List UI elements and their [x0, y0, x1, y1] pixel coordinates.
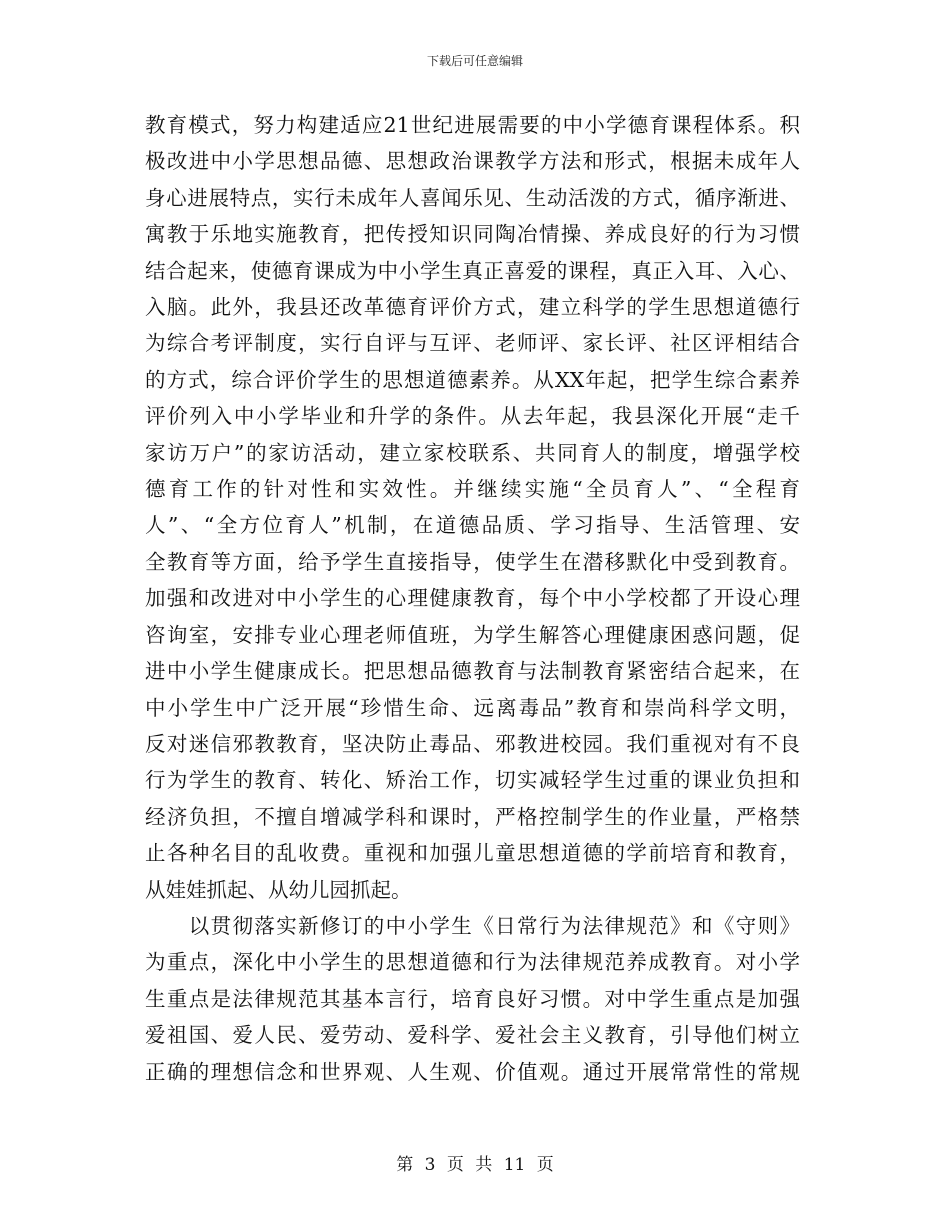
text-line: 咨询室，安排专业心理老师值班，为学生解答心理健康困惑问题，促 [145, 622, 800, 647]
text-line: 入脑。此外，我县还改革德育评价方式，建立科学的学生思想道德行 [145, 295, 800, 320]
text-line: 极改进中小学思想品德、思想政治课教学方法和形式，根据未成年人 [145, 149, 800, 174]
text-line: 人”、“全方位育人”机制，在道德品质、学习指导、生活管理、安 [145, 513, 800, 538]
text-line: 经济负担，不擅自增减学科和课时，严格控制学生的作业量，严格禁 [145, 804, 800, 829]
text-line: 行为学生的教育、转化、矫治工作，切实减轻学生过重的课业负担和 [145, 768, 800, 793]
text-line: 从娃娃抓起、从幼儿园抓起。 [145, 877, 412, 902]
text-line: 结合起来，使德育课成为中小学生真正喜爱的课程，真正入耳、入心、 [145, 258, 800, 283]
text-line: 教育模式，努力构建适应21世纪进展需要的中小学德育课程体系。积 [145, 113, 800, 137]
text-line: 加强和改进对中小学生的心理健康教育，每个中小学校都了开设心理 [145, 586, 800, 611]
paragraph [145, 908, 800, 1090]
text-line: 全教育等方面，给予学生直接指导，使学生在潜移默化中受到教育。 [145, 549, 800, 574]
text-line: 反对迷信邪教教育，坚决防止毒品、邪教进校园。我们重视对有不良 [145, 731, 800, 756]
text-line: 止各种名目的乱收费。重视和加强儿童思想道德的学前培育和教育， [145, 841, 800, 866]
text-line: 的方式，综合评价学生的思想道德素养。从XX年起，把学生综合素养 [145, 367, 800, 392]
paragraph [145, 107, 800, 908]
text-line: 评价列入中小学毕业和升学的条件。从去年起，我县深化开展“走千 [145, 404, 800, 429]
page-header: 下载后可任意编辑 [426, 54, 523, 68]
text-line: 中小学生中广泛开展“珍惜生命、远离毒品”教育和崇尚科学文明， [145, 695, 800, 720]
page-footer: 第 3 页 共 11 页 [396, 1155, 554, 1175]
text-line: 以贯彻落实新修订的中小学生《日常行为法律规范》和《守则》 [145, 913, 800, 938]
text-line: 德育工作的针对性和实效性。并继续实施“全员育人”、“全程育 [145, 477, 800, 502]
text-line: 家访万户”的家访活动，建立家校联系、共同育人的制度，增强学校 [145, 440, 800, 465]
text-line: 生重点是法律规范其基本言行，培育良好习惯。对中学生重点是加强 [145, 986, 800, 1011]
document-body [145, 107, 800, 1090]
text-line: 正确的理想信念和世界观、人生观、价值观。通过开展常常性的常规 [145, 1059, 800, 1084]
text-line: 为综合考评制度，实行自评与互评、老师评、家长评、社区评相结合 [145, 331, 800, 356]
text-line: 进中小学生健康成长。把思想品德教育与法制教育紧密结合起来，在 [145, 659, 800, 684]
text-line: 寓教于乐地实施教育，把传授知识同陶冶情操、养成良好的行为习惯 [145, 222, 800, 247]
text-line: 爱祖国、爱人民、爱劳动、爱科学、爱社会主义教育，引导他们树立 [145, 1023, 800, 1048]
text-line: 为重点，深化中小学生的思想道德和行为法律规范养成教育。对小学 [145, 950, 800, 975]
text-line: 身心进展特点，实行未成年人喜闻乐见、生动活泼的方式，循序渐进、 [145, 185, 800, 210]
